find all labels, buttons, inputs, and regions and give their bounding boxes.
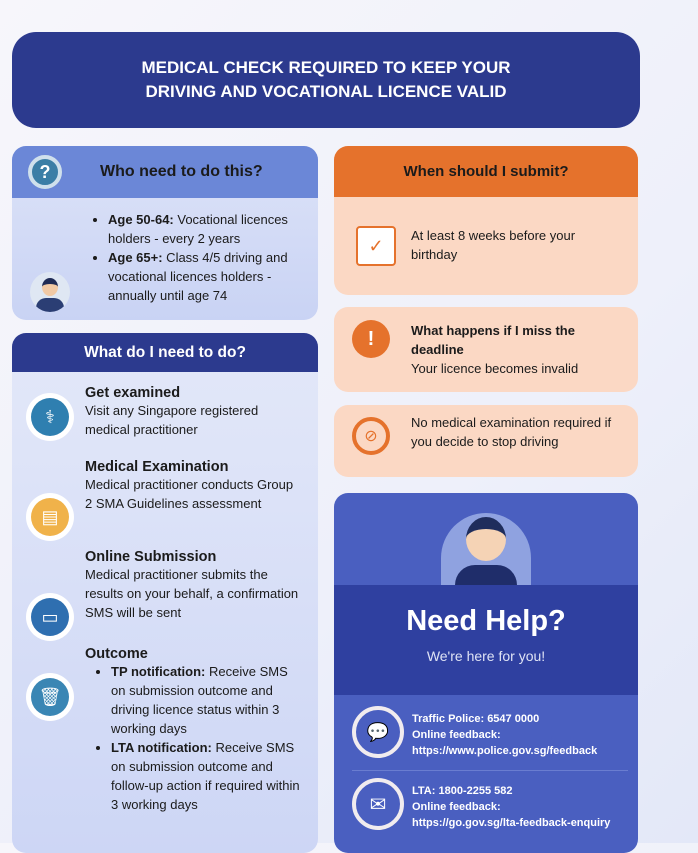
help-title: Need Help? bbox=[406, 605, 566, 637]
stop-text: No medical examination required if you decide to stop driving bbox=[411, 415, 612, 449]
help-card bbox=[334, 493, 638, 853]
when-text: At least 8 weeks before your birthday bbox=[411, 228, 576, 262]
question-icon: ? bbox=[28, 155, 62, 189]
warning-icon: ! bbox=[352, 320, 390, 358]
outcome-item: • LTA notification: Receive SMS on submission outcome and follow-up action if required within 3 working days bbox=[111, 738, 300, 814]
trash-icon: 🗑 bbox=[26, 673, 74, 721]
step-title: Get examined bbox=[85, 385, 181, 401]
title-banner bbox=[12, 32, 640, 128]
who-card bbox=[12, 146, 318, 320]
document-icon: ▤ bbox=[26, 493, 74, 541]
step-title: Online Submission bbox=[85, 549, 217, 565]
mail-icon: ✉ bbox=[352, 778, 404, 830]
who-item: • Age 50-64: Vocational licences holders - every 2 years bbox=[108, 210, 308, 248]
step-title: Outcome bbox=[85, 646, 148, 662]
when-card bbox=[334, 146, 638, 295]
title-line-2: DRIVING AND VOCATIONAL LICENCE VALID bbox=[145, 82, 507, 101]
doctor-icon: ⚕ bbox=[26, 393, 74, 441]
who-heading: Who need to do this? bbox=[100, 163, 263, 180]
step-title: Medical Examination bbox=[85, 459, 229, 475]
miss-title: What happens if I miss the deadline bbox=[411, 323, 575, 357]
no-driving-icon: ⊘ bbox=[352, 417, 390, 455]
who-item: • Age 65+: Class 4/5 driving and vocational licences holders - annually until age 74 bbox=[108, 248, 308, 305]
miss-card bbox=[334, 307, 638, 392]
when-heading: When should I submit? bbox=[334, 146, 638, 197]
help-band bbox=[334, 585, 638, 695]
person-icon bbox=[30, 272, 70, 312]
who-list bbox=[88, 210, 308, 305]
step-text: Visit any Singapore registered medical practitioner bbox=[85, 403, 259, 437]
what-heading: What do I need to do? bbox=[12, 333, 318, 372]
computer-icon: ▭ bbox=[26, 593, 74, 641]
calendar-icon: ✓ bbox=[356, 226, 396, 266]
support-agent-icon bbox=[441, 513, 531, 593]
divider bbox=[352, 770, 628, 771]
chat-icon: 💬 bbox=[352, 706, 404, 758]
miss-text: Your licence becomes invalid bbox=[411, 361, 579, 376]
help-subtitle: We're here for you! bbox=[426, 648, 546, 664]
outcome-item: • TP notification: Receive SMS on submission outcome and driving licence status within 3 working days bbox=[111, 662, 300, 738]
what-card bbox=[12, 333, 318, 853]
lta-feedback-link[interactable]: https://go.gov.sg/lta-feedback-enquiry bbox=[412, 817, 611, 829]
step-text: Medical practitioner submits the results on your behalf, a confirmation SMS will be sent bbox=[85, 567, 299, 620]
step-text: Medical practitioner conducts Group 2 SMA Guidelines assessment bbox=[85, 477, 294, 511]
tp-feedback-link[interactable]: https://www.police.gov.sg/feedback bbox=[412, 745, 598, 757]
lta-contact: LTA: 1800-2255 582 Online feedback: https://go.gov.sg/lta-feedback-enquiry bbox=[412, 785, 611, 829]
stop-card bbox=[334, 405, 638, 477]
title-line-1: MEDICAL CHECK REQUIRED TO KEEP YOUR bbox=[141, 58, 511, 77]
tp-contact: Traffic Police: 6547 0000 Online feedback: https://www.police.gov.sg/feedback bbox=[412, 713, 598, 757]
